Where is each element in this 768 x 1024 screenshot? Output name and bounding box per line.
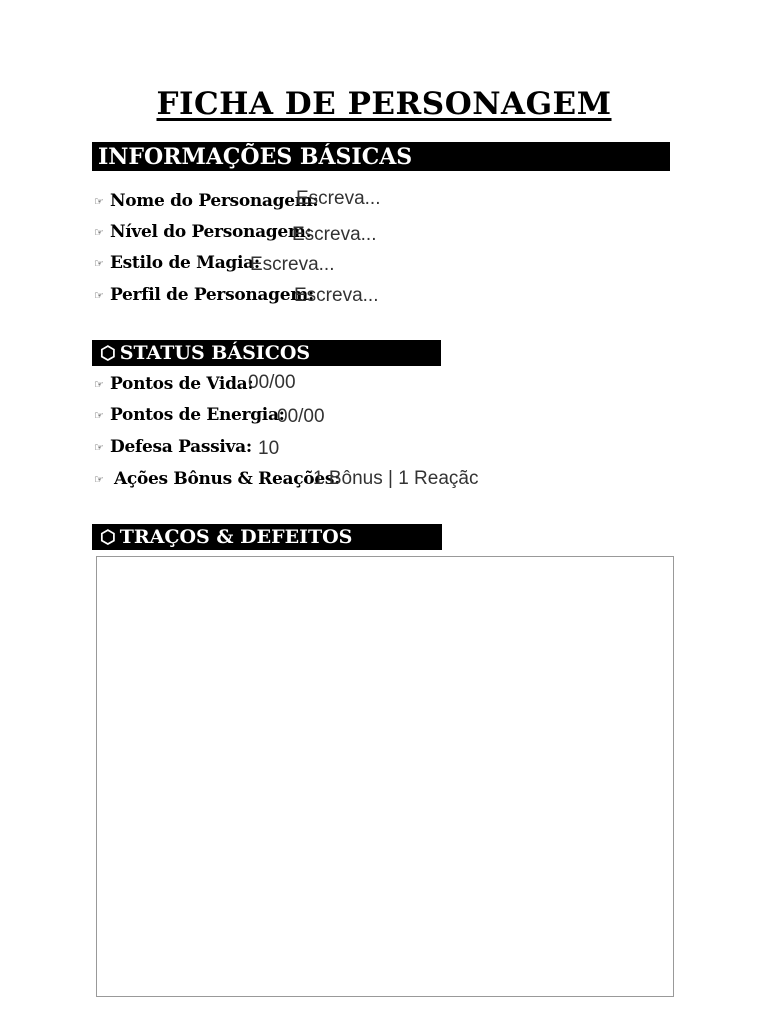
field-label: Pontos de Vida: <box>110 374 254 394</box>
energy-points-input[interactable]: 00/00 <box>277 406 325 427</box>
pointing-hand-icon: ☞ <box>94 195 104 208</box>
field-energy-points <box>94 405 285 426</box>
section-heading: STATUS BÁSICOS <box>119 342 311 364</box>
field-bonus-actions <box>94 469 340 490</box>
magic-style-input[interactable]: Escreva... <box>250 254 335 275</box>
section-heading: INFORMAÇÕES BÁSICAS <box>98 144 413 170</box>
hexagon-icon: ⬡ <box>100 527 116 548</box>
bonus-actions-input[interactable]: 1 Bônus | 1 Reaçãc <box>313 468 479 489</box>
pointing-hand-icon: ☞ <box>94 289 104 302</box>
hexagon-icon: ⬡ <box>100 343 116 364</box>
field-label: Ações Bônus & Reações: <box>114 469 341 489</box>
character-name-input[interactable]: Escreva... <box>296 188 381 209</box>
section-heading: TRAÇOS & DEFEITOS <box>119 526 353 548</box>
hit-points-input[interactable]: 00/00 <box>248 372 296 393</box>
pointing-hand-icon: ☞ <box>94 441 104 454</box>
traits-text-area[interactable] <box>96 556 674 997</box>
page-title: FICHA DE PERSONAGEM <box>156 86 612 122</box>
field-label: Perfil de Personagem: <box>110 285 314 305</box>
field-label: Defesa Passiva: <box>110 437 252 457</box>
pointing-hand-icon: ☞ <box>94 226 104 239</box>
field-hit-points <box>94 374 253 395</box>
pointing-hand-icon: ☞ <box>94 378 104 391</box>
field-label: Nível do Personagem: <box>110 222 312 242</box>
field-character-name <box>94 191 318 212</box>
section-header-basic-info <box>92 142 670 171</box>
field-label: Estilo de Magia: <box>110 253 260 273</box>
field-passive-defense <box>94 437 252 458</box>
field-character-profile <box>94 285 314 306</box>
field-label: Pontos de Energia: <box>110 405 285 425</box>
pointing-hand-icon: ☞ <box>94 473 104 486</box>
pointing-hand-icon: ☞ <box>94 409 104 422</box>
pointing-hand-icon: ☞ <box>94 257 104 270</box>
character-level-input[interactable]: Escreva... <box>292 224 377 245</box>
passive-defense-input[interactable]: 10 <box>258 438 280 459</box>
field-character-level <box>94 222 312 243</box>
field-magic-style <box>94 253 260 274</box>
section-header-basic-status <box>92 340 441 366</box>
field-label: Nome do Personagem: <box>110 191 319 211</box>
character-profile-input[interactable]: Escreva... <box>294 285 379 306</box>
section-header-traits <box>92 524 442 550</box>
